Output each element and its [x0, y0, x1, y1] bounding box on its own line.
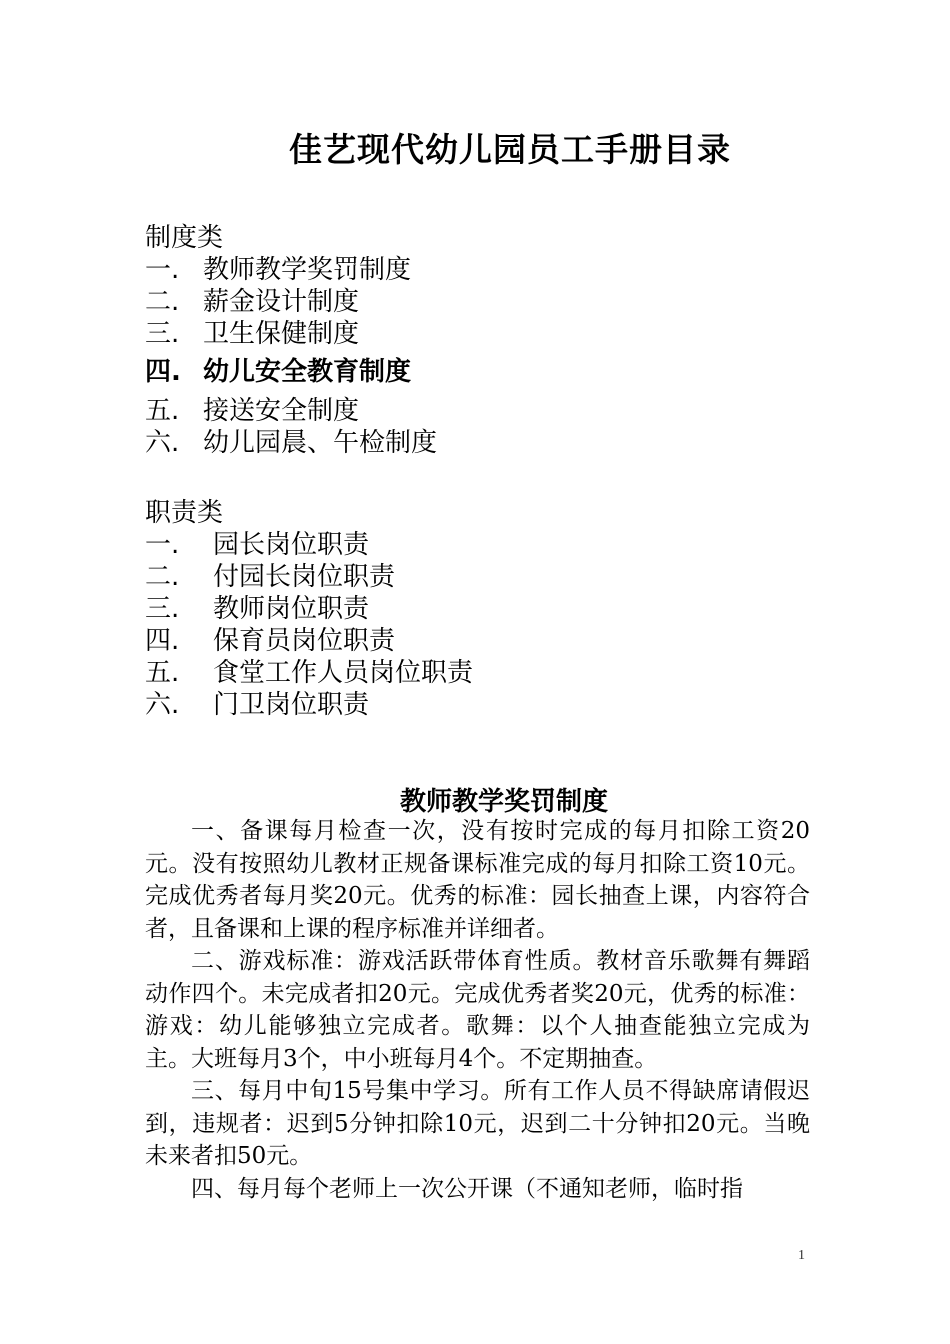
toc-item — [145, 254, 825, 286]
section-body — [145, 815, 810, 1205]
body-paragraph: 三、每月中旬15号集中学习。所有工作人员不得缺席请假迟到，违规者：迟到5分钟扣除10元，迟到二十分钟扣20元。当晚未来者扣50元。 — [145, 1078, 810, 1169]
toc-item-text: 保育员岗位职责 — [213, 626, 396, 656]
toc-list-institutions — [145, 254, 825, 459]
toc-item-number: 三. — [145, 319, 180, 349]
toc-item — [145, 561, 825, 593]
toc-item-number: 五. — [145, 658, 180, 688]
toc-item — [145, 689, 825, 721]
toc-duties — [145, 497, 825, 721]
toc-item — [145, 286, 825, 318]
toc-item-text: 园长岗位职责 — [213, 530, 370, 560]
toc-item-text: 幼儿安全教育制度 — [203, 357, 412, 387]
toc-item-text: 门卫岗位职责 — [213, 690, 370, 720]
toc-item — [145, 593, 825, 625]
toc-item-number: 三. — [145, 594, 180, 624]
toc-item-text: 教师岗位职责 — [213, 594, 370, 624]
toc-item — [145, 395, 825, 427]
toc-item — [145, 318, 825, 350]
toc-item — [145, 529, 825, 561]
toc-item-number: 一. — [145, 530, 180, 560]
toc-item — [145, 427, 825, 459]
toc-item-text: 卫生保健制度 — [203, 319, 360, 349]
toc-item-number: 二. — [145, 562, 180, 592]
toc-item-number: 四. — [145, 357, 181, 387]
toc-item-number: 四. — [145, 626, 180, 656]
toc-item-number: 一. — [145, 255, 180, 285]
toc-item-number: 六. — [145, 690, 180, 720]
toc-heading-duties: 职责类 — [145, 498, 224, 528]
toc-item-text: 幼儿园晨、午检制度 — [203, 428, 438, 458]
section-title: 教师教学奖罚制度 — [399, 787, 608, 817]
toc-item-number: 六. — [145, 428, 180, 458]
toc-item-number: 二. — [145, 287, 180, 317]
toc-heading-institutions: 制度类 — [145, 223, 224, 253]
toc-institutions — [145, 222, 825, 459]
toc-item-text: 接送安全制度 — [203, 396, 360, 426]
body-paragraph: 一、备课每月检查一次，没有按时完成的每月扣除工资20元。没有按照幼儿教材正规备课标准完成的每月扣除工资10元。完成优秀者每月奖20元。优秀的标准：园长抽查上课，内容符合者，且备课和上课的程序标准并详细者。 — [145, 818, 810, 942]
toc-item-text: 薪金设计制度 — [203, 287, 360, 317]
toc-item-number: 五. — [145, 396, 180, 426]
toc-item — [145, 350, 825, 395]
toc-item — [145, 625, 825, 657]
toc-item — [145, 657, 825, 689]
toc-item-text: 付园长岗位职责 — [213, 562, 396, 592]
body-paragraph: 四、每月每个老师上一次公开课（不通知老师，临时指 — [191, 1175, 743, 1202]
toc-list-duties — [145, 529, 825, 721]
page-number: 1 — [798, 1248, 805, 1263]
toc-item-text: 教师教学奖罚制度 — [203, 255, 412, 285]
document-title: 佳艺现代幼儿园员工手册目录 — [289, 130, 731, 169]
body-paragraph: 二、游戏标准：游戏活跃带体育性质。教材音乐歌舞有舞蹈动作四个。未完成者扣20元。完成优秀者奖20元，优秀的标准：游戏：幼儿能够独立完成者。歌舞：以个人抽查能独立完成为主。大班每月3个，中小班每月4个。不定期抽查。 — [145, 948, 810, 1072]
toc-item-text: 食堂工作人员岗位职责 — [213, 658, 474, 688]
